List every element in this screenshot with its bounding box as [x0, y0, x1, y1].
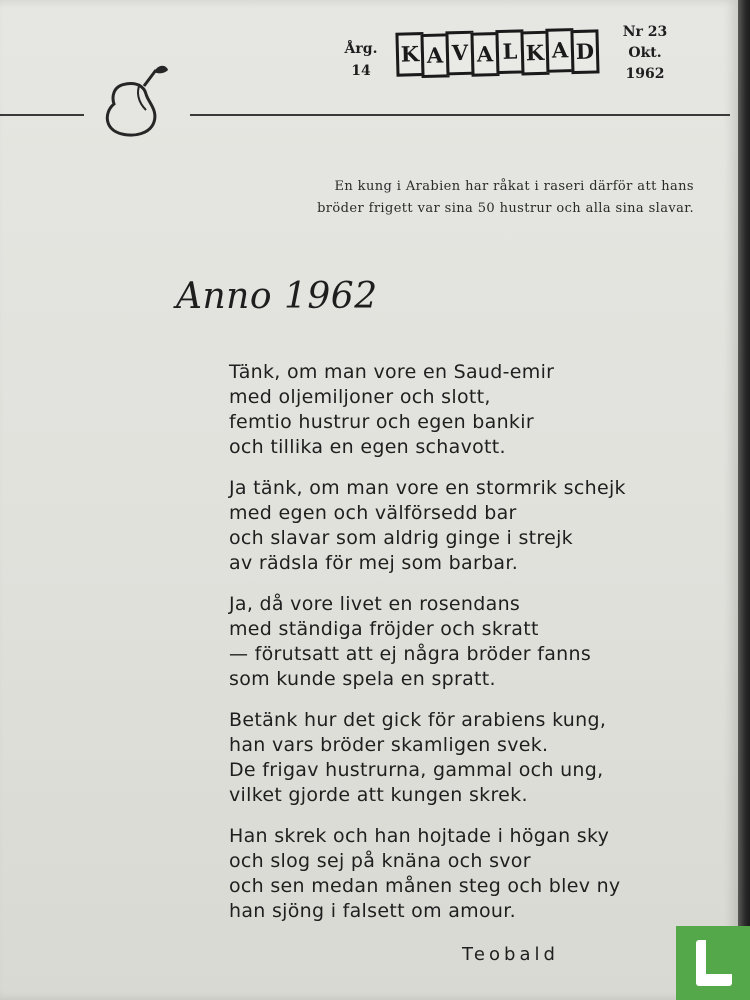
poem-line: Ja tänk, om man vore en stormrik schejk	[229, 477, 626, 499]
logo-letter: K	[520, 31, 549, 76]
logo-letter: L	[495, 29, 524, 74]
green-l-logo	[676, 926, 750, 1000]
poem-line: av rädsla för mej som barbar.	[229, 552, 519, 574]
poem-line: som kunde spela en spratt.	[229, 668, 496, 690]
poem-stanza	[229, 708, 626, 808]
poem-line: med oljemiljoner och slott,	[229, 386, 491, 408]
book-spine-edge	[738, 0, 750, 1000]
poem-line: Betänk hur det gick för arabiens kung,	[229, 709, 607, 731]
epigraph-line: En kung i Arabien har råkat i raseri därför att hans	[334, 179, 694, 194]
poem-line: han sjöng i falsett om amour.	[229, 900, 516, 922]
logo-letter: D	[570, 29, 599, 74]
poem-line: Tänk, om man vore en Saud-emir	[229, 361, 555, 383]
poem-line: och tillika en egen schavott.	[229, 436, 506, 458]
issue-month: Okt.	[628, 45, 662, 61]
poem-stanza	[229, 824, 626, 924]
poem-stanza	[229, 592, 626, 692]
poem-line: med ständiga fröjder och skratt	[229, 618, 539, 640]
issue-info	[614, 22, 676, 85]
logo-cutout	[706, 940, 732, 974]
poem-line: vilket gjorde att kungen skrek.	[229, 784, 528, 806]
volume-info	[338, 38, 384, 82]
volume-number: 14	[351, 63, 371, 79]
logo-letter: A	[420, 33, 449, 78]
poem-line: med egen och välförsedd bar	[229, 502, 517, 524]
issue-number: Nr 23	[622, 24, 668, 40]
kavalkad-logo	[395, 27, 604, 80]
poem-line: Han skrek och han hojtade i högan sky	[229, 825, 610, 847]
poem-body	[229, 360, 626, 940]
logo-letter: A	[545, 28, 574, 73]
logo-letter: K	[395, 32, 424, 77]
pear-icon	[100, 62, 174, 138]
epigraph-line: bröder frigett var sina 50 hustrur och alla sina slavar.	[317, 201, 694, 216]
issue-year: 1962	[625, 66, 665, 82]
poem-line: han vars bröder skamligen svek.	[229, 734, 549, 756]
poem-line: och slavar som aldrig ginge i strejk	[229, 527, 573, 549]
volume-label: Årg.	[344, 41, 378, 57]
header-rule-right	[190, 114, 730, 116]
header-rule-left	[0, 114, 84, 116]
poem-stanza	[229, 360, 626, 460]
logo-letter: A	[470, 32, 499, 77]
poem-title: Anno 1962	[176, 276, 378, 317]
poem-line: femtio hustrur och egen bankir	[229, 411, 534, 433]
poem-line: Ja, då vore livet en rosendans	[229, 593, 521, 615]
logo-letter: V	[445, 31, 474, 76]
epigraph	[290, 176, 694, 220]
poem-stanza	[229, 476, 626, 576]
poem-line: och sen medan månen steg och blev ny	[229, 875, 621, 897]
poem-line: — förutsatt att ej några bröder fanns	[229, 643, 592, 665]
poem-line: och slog sej på knäna och svor	[229, 850, 531, 872]
poem-author: Teobald	[462, 944, 559, 965]
poem-line: De frigav hustrurna, gammal och ung,	[229, 759, 604, 781]
